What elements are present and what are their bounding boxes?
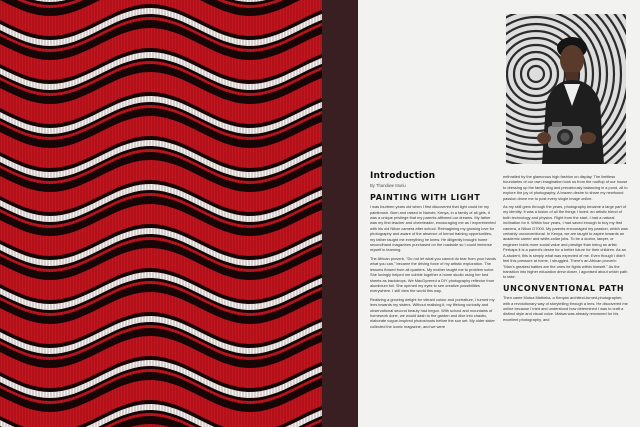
body-paragraph: As my skill grew through the years, photography became a large part of my identity. It was a fusion of all the things I loved: an artistic blend of both technology and physics. Right from the start, I had a natural inclination for it. Within four years, I had saved enough to buy my first camera, a Nikon D7000. My parents encouraged my passion, which was certainly unconventional. In Kenya, we are taught to aspire towards an academic career and white-collar jobs. To be a doctor, lawyer, or engineer holds more social value and prestige than being an artist. Perhaps it is a parent's desire for a better future for their children. As an A-student, this is simply what was expected of me. Even though I didn't feel this pressure at home, I struggled. There's an African proverb: "Man's greatest battles are the ones he fights within himself." As the transition into higher education drew closer, I agonised about which path to take. — [503, 204, 628, 280]
section-title-painting-with-light: PAINTING WITH LIGHT — [370, 192, 481, 202]
body-paragraph: I was fourteen years old when I first discovered that light could be my paintbrush. Born and raised in Nairobi, Kenya, in a family of all girls, it was a unique privilege that my parents affirmed our dreams. My father was my first teacher and cheerleader, encouraging me as I experimented with his old Nikon camera after school. Reimagining my growing love for photography and aware of the absence of formal training opportunities, my father taught me everything he knew. He diligently brought home secondhand magazines purchased on the roadside so I could immerse myself in learning. — [370, 204, 496, 253]
section-title-unconventional-path: UNCONVENTIONAL PATH — [503, 283, 625, 293]
portrait-photo — [506, 14, 626, 164]
article-heading: Introduction — [370, 171, 436, 181]
right-page — [358, 0, 640, 427]
text-column-right — [503, 174, 629, 325]
page-gutter — [322, 0, 358, 427]
body-paragraph: Realizing a growing delight for vibrant colour and portraiture, I turned my lens towards my sisters. Without realising it, my lifelong curiosity and observational second beauty had begun. With school and mountains of homework done, we would dash to the garden and dive into chaotic, elaborate vogue-inspired photoshoots before the sun set. My older sister collected the iconic magazine, and we were — [370, 296, 495, 329]
body-paragraph: enthralled by the glamorous high fashion on display. The limitless boundaries of our own imagination took us from the rooftop of our house to dressing up the family dog and precariously balancing in a pond, all to explore the joy of photography. A brazen desire to share my newfound passion drove me to post every single image online. — [503, 174, 628, 201]
author-byline: By Thandiwe Muriu — [370, 183, 406, 189]
body-paragraph: Then came Mutua Matheka, a Kenyan architect-turned-photographer, with a revolutionary way of storytelling through a lens. He discovered me online because I tried and understood how determined I was to craft a distinct style and visual voice. Matwa was already renowned for his excellent photography, and — [503, 295, 628, 322]
body-paragraph: The African proverb, "Do not let what you cannot do tear from your hands what you can," became the driving force of my artistic exploration. The lessons flowed from all quarters. My mother taught me to problem solve. She lovingly helped me cobble together a home studio using her bed sheets as backdrops. We MacGyvered a DIY photography reflector from aluminium foil. She opened my eyes to see creative possibilities everywhere. I still view the world this way. — [370, 255, 496, 294]
text-column-left — [370, 171, 496, 332]
portrait-photo-icon — [506, 14, 626, 164]
